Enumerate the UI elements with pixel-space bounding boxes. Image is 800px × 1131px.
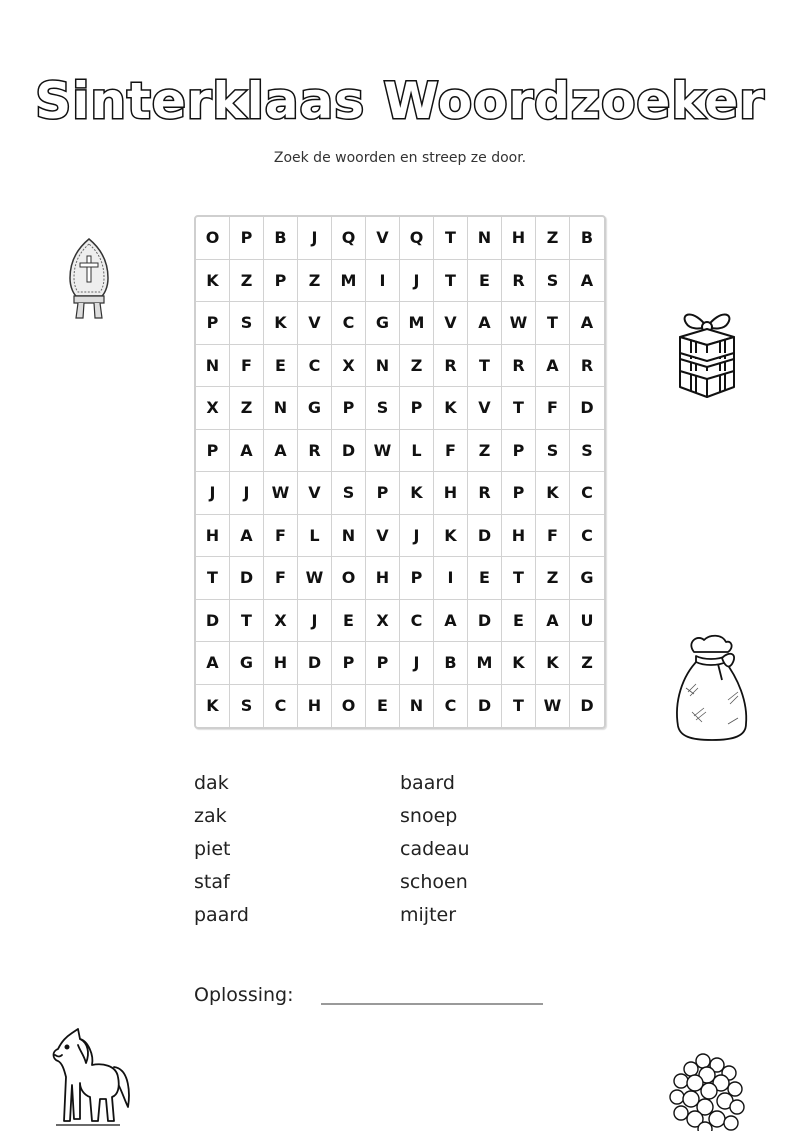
- grid-cell[interactable]: W: [366, 430, 400, 473]
- grid-cell[interactable]: T: [434, 260, 468, 303]
- grid-cell[interactable]: I: [434, 557, 468, 600]
- grid-cell[interactable]: N: [332, 515, 366, 558]
- word-item: baard: [400, 772, 455, 794]
- grid-cell[interactable]: P: [332, 642, 366, 685]
- grid-cell[interactable]: W: [298, 557, 332, 600]
- grid-cell[interactable]: G: [366, 302, 400, 345]
- grid-cell[interactable]: J: [400, 260, 434, 303]
- grid-cell[interactable]: P: [502, 430, 536, 473]
- grid-cell[interactable]: W: [536, 685, 570, 728]
- grid-cell[interactable]: V: [298, 472, 332, 515]
- grid-cell[interactable]: T: [536, 302, 570, 345]
- grid-cell[interactable]: W: [502, 302, 536, 345]
- word-item: cadeau: [400, 838, 470, 860]
- grid-cell[interactable]: P: [264, 260, 298, 303]
- solution-answer-line[interactable]: [321, 1003, 543, 1005]
- grid-cell[interactable]: Z: [400, 345, 434, 388]
- grid-cell[interactable]: C: [434, 685, 468, 728]
- word-item: piet: [194, 838, 231, 860]
- word-item: mijter: [400, 904, 457, 926]
- grid-cell[interactable]: P: [400, 387, 434, 430]
- gift-icon: [672, 303, 742, 399]
- mitre-icon: [64, 236, 114, 320]
- grid-cell[interactable]: H: [434, 472, 468, 515]
- grid-cell[interactable]: C: [298, 345, 332, 388]
- grid-cell[interactable]: N: [366, 345, 400, 388]
- grid-cell[interactable]: F: [264, 515, 298, 558]
- grid-cell[interactable]: N: [400, 685, 434, 728]
- grid-cell[interactable]: V: [298, 302, 332, 345]
- grid-cell[interactable]: C: [264, 685, 298, 728]
- grid-cell[interactable]: U: [570, 600, 604, 643]
- grid-cell[interactable]: W: [264, 472, 298, 515]
- grid-cell[interactable]: F: [536, 387, 570, 430]
- grid-cell[interactable]: C: [332, 302, 366, 345]
- grid-cell[interactable]: J: [400, 515, 434, 558]
- grid-cell[interactable]: Z: [298, 260, 332, 303]
- grid-cell[interactable]: G: [230, 642, 264, 685]
- grid-cell[interactable]: P: [366, 642, 400, 685]
- grid-cell[interactable]: D: [298, 642, 332, 685]
- grid-cell[interactable]: K: [536, 472, 570, 515]
- grid-cell[interactable]: Q: [332, 217, 366, 260]
- grid-cell[interactable]: V: [434, 302, 468, 345]
- word-search-grid: [194, 215, 606, 729]
- grid-cell[interactable]: T: [434, 217, 468, 260]
- grid-cell[interactable]: R: [468, 472, 502, 515]
- grid-cell[interactable]: F: [536, 515, 570, 558]
- grid-cell[interactable]: H: [196, 515, 230, 558]
- word-list: [194, 772, 594, 926]
- grid-cell[interactable]: H: [502, 217, 536, 260]
- grid-cell[interactable]: R: [570, 345, 604, 388]
- word-item: dak: [194, 772, 229, 794]
- grid-cell[interactable]: E: [468, 557, 502, 600]
- grid-cell[interactable]: X: [332, 345, 366, 388]
- grid-cell[interactable]: K: [536, 642, 570, 685]
- grid-cell[interactable]: K: [196, 260, 230, 303]
- grid-cell[interactable]: D: [468, 685, 502, 728]
- solution-label: Oplossing:: [194, 984, 294, 1006]
- grid-cell[interactable]: E: [332, 600, 366, 643]
- sack-icon: [672, 630, 752, 746]
- grid-cell[interactable]: S: [366, 387, 400, 430]
- grid-cell[interactable]: Z: [536, 557, 570, 600]
- grid-cell[interactable]: A: [264, 430, 298, 473]
- grid-cell[interactable]: A: [468, 302, 502, 345]
- grid-cell[interactable]: Q: [400, 217, 434, 260]
- grid-cell[interactable]: J: [298, 600, 332, 643]
- grid-cell[interactable]: D: [468, 515, 502, 558]
- grid-cell[interactable]: V: [366, 515, 400, 558]
- grid-cell[interactable]: E: [502, 600, 536, 643]
- grid-cell[interactable]: O: [196, 217, 230, 260]
- grid-cell[interactable]: D: [230, 557, 264, 600]
- grid-cell[interactable]: N: [264, 387, 298, 430]
- word-item: zak: [194, 805, 227, 827]
- grid-cell[interactable]: D: [570, 387, 604, 430]
- grid-cell[interactable]: X: [196, 387, 230, 430]
- grid-cell[interactable]: O: [332, 557, 366, 600]
- grid-cell[interactable]: H: [264, 642, 298, 685]
- grid-cell[interactable]: Z: [536, 217, 570, 260]
- grid-cell[interactable]: Z: [468, 430, 502, 473]
- grid-cell[interactable]: C: [570, 515, 604, 558]
- grid-cell[interactable]: J: [298, 217, 332, 260]
- word-item: snoep: [400, 805, 458, 827]
- grid-cell[interactable]: O: [332, 685, 366, 728]
- grid-cell[interactable]: N: [468, 217, 502, 260]
- grid-cell[interactable]: C: [400, 600, 434, 643]
- grid-cell[interactable]: M: [332, 260, 366, 303]
- grid-cell[interactable]: H: [502, 515, 536, 558]
- grid-cell[interactable]: L: [400, 430, 434, 473]
- grid-cell[interactable]: H: [298, 685, 332, 728]
- grid-cell[interactable]: D: [196, 600, 230, 643]
- grid-cell[interactable]: R: [298, 430, 332, 473]
- grid-cell[interactable]: S: [230, 302, 264, 345]
- grid-cell[interactable]: S: [332, 472, 366, 515]
- grid-cell[interactable]: T: [196, 557, 230, 600]
- grid-cell[interactable]: T: [502, 685, 536, 728]
- grid-cell[interactable]: J: [230, 472, 264, 515]
- grid-cell[interactable]: K: [434, 387, 468, 430]
- grid-cell[interactable]: D: [580, 696, 594, 716]
- grid-cell[interactable]: T: [502, 387, 536, 430]
- grid-cell[interactable]: K: [400, 472, 434, 515]
- grid-cell[interactable]: P: [230, 217, 264, 260]
- instructions: Zoek de woorden en streep ze door.: [273, 150, 527, 166]
- grid-cell[interactable]: J: [196, 472, 230, 515]
- grid-cell[interactable]: Z: [230, 260, 264, 303]
- grid-cell[interactable]: D: [468, 600, 502, 643]
- grid-cell[interactable]: L: [298, 515, 332, 558]
- grid-cell[interactable]: V: [468, 387, 502, 430]
- grid-cell[interactable]: S: [230, 685, 264, 728]
- grid-cell[interactable]: I: [366, 260, 400, 303]
- grid-cell[interactable]: K: [196, 685, 230, 728]
- grid-cell[interactable]: F: [264, 557, 298, 600]
- grid-cell[interactable]: A: [536, 600, 570, 643]
- word-item: schoen: [400, 871, 468, 893]
- grid-cell[interactable]: B: [434, 642, 468, 685]
- grid-cell[interactable]: A: [536, 345, 570, 388]
- grid-cell[interactable]: P: [196, 302, 230, 345]
- grid-cell[interactable]: H: [366, 557, 400, 600]
- grid-cell[interactable]: G: [298, 387, 332, 430]
- grid-cell[interactable]: P: [332, 387, 366, 430]
- grid-cell[interactable]: M: [400, 302, 434, 345]
- grid-cell[interactable]: E: [468, 260, 502, 303]
- grid-cell[interactable]: P: [366, 472, 400, 515]
- grid-cell[interactable]: A: [230, 515, 264, 558]
- grid-cell[interactable]: S: [536, 430, 570, 473]
- grid-cell[interactable]: N: [196, 345, 230, 388]
- grid-cell[interactable]: R: [502, 260, 536, 303]
- grid-cell[interactable]: B: [264, 217, 298, 260]
- grid-cell[interactable]: T: [502, 557, 536, 600]
- word-item: staf: [194, 871, 230, 893]
- grid-cell[interactable]: F: [230, 345, 264, 388]
- horse-icon: [50, 1025, 134, 1129]
- grid-cell[interactable]: X: [264, 600, 298, 643]
- grid-cell[interactable]: K: [502, 642, 536, 685]
- grid-cell[interactable]: E: [366, 685, 400, 728]
- grid-cell[interactable]: S: [570, 430, 604, 473]
- grid-cell[interactable]: A: [570, 302, 604, 345]
- grid-cell[interactable]: A: [570, 260, 604, 303]
- page-title: Sinterklaas Woordzoeker: [35, 72, 765, 130]
- grid-cell[interactable]: D: [332, 430, 366, 473]
- grid-cell[interactable]: Z: [570, 642, 604, 685]
- grid-cell[interactable]: G: [570, 557, 604, 600]
- grid-cell[interactable]: P: [196, 430, 230, 473]
- grid-cell[interactable]: K: [264, 302, 298, 345]
- grid-cell[interactable]: A: [196, 642, 230, 685]
- grid-cell[interactable]: A: [230, 430, 264, 473]
- grid-cell[interactable]: Z: [230, 387, 264, 430]
- grid-cell[interactable]: J: [400, 642, 434, 685]
- grid-cell[interactable]: C: [570, 472, 604, 515]
- grid-cell[interactable]: R: [434, 345, 468, 388]
- grid-cell[interactable]: P: [502, 472, 536, 515]
- grid-cell[interactable]: X: [366, 600, 400, 643]
- word-item: paard: [194, 904, 249, 926]
- pepernoten-icon: [667, 1053, 745, 1131]
- grid-cell[interactable]: A: [434, 600, 468, 643]
- grid-cell[interactable]: P: [400, 557, 434, 600]
- grid-cell[interactable]: F: [434, 430, 468, 473]
- grid-cell[interactable]: T: [230, 600, 264, 643]
- grid-cell[interactable]: V: [366, 217, 400, 260]
- grid-cell[interactable]: S: [536, 260, 570, 303]
- grid-cell[interactable]: T: [468, 345, 502, 388]
- grid-cell[interactable]: K: [434, 515, 468, 558]
- grid-cell[interactable]: E: [264, 345, 298, 388]
- grid-cell[interactable]: B: [570, 217, 604, 260]
- grid-cell[interactable]: R: [502, 345, 536, 388]
- grid-cell[interactable]: M: [468, 642, 502, 685]
